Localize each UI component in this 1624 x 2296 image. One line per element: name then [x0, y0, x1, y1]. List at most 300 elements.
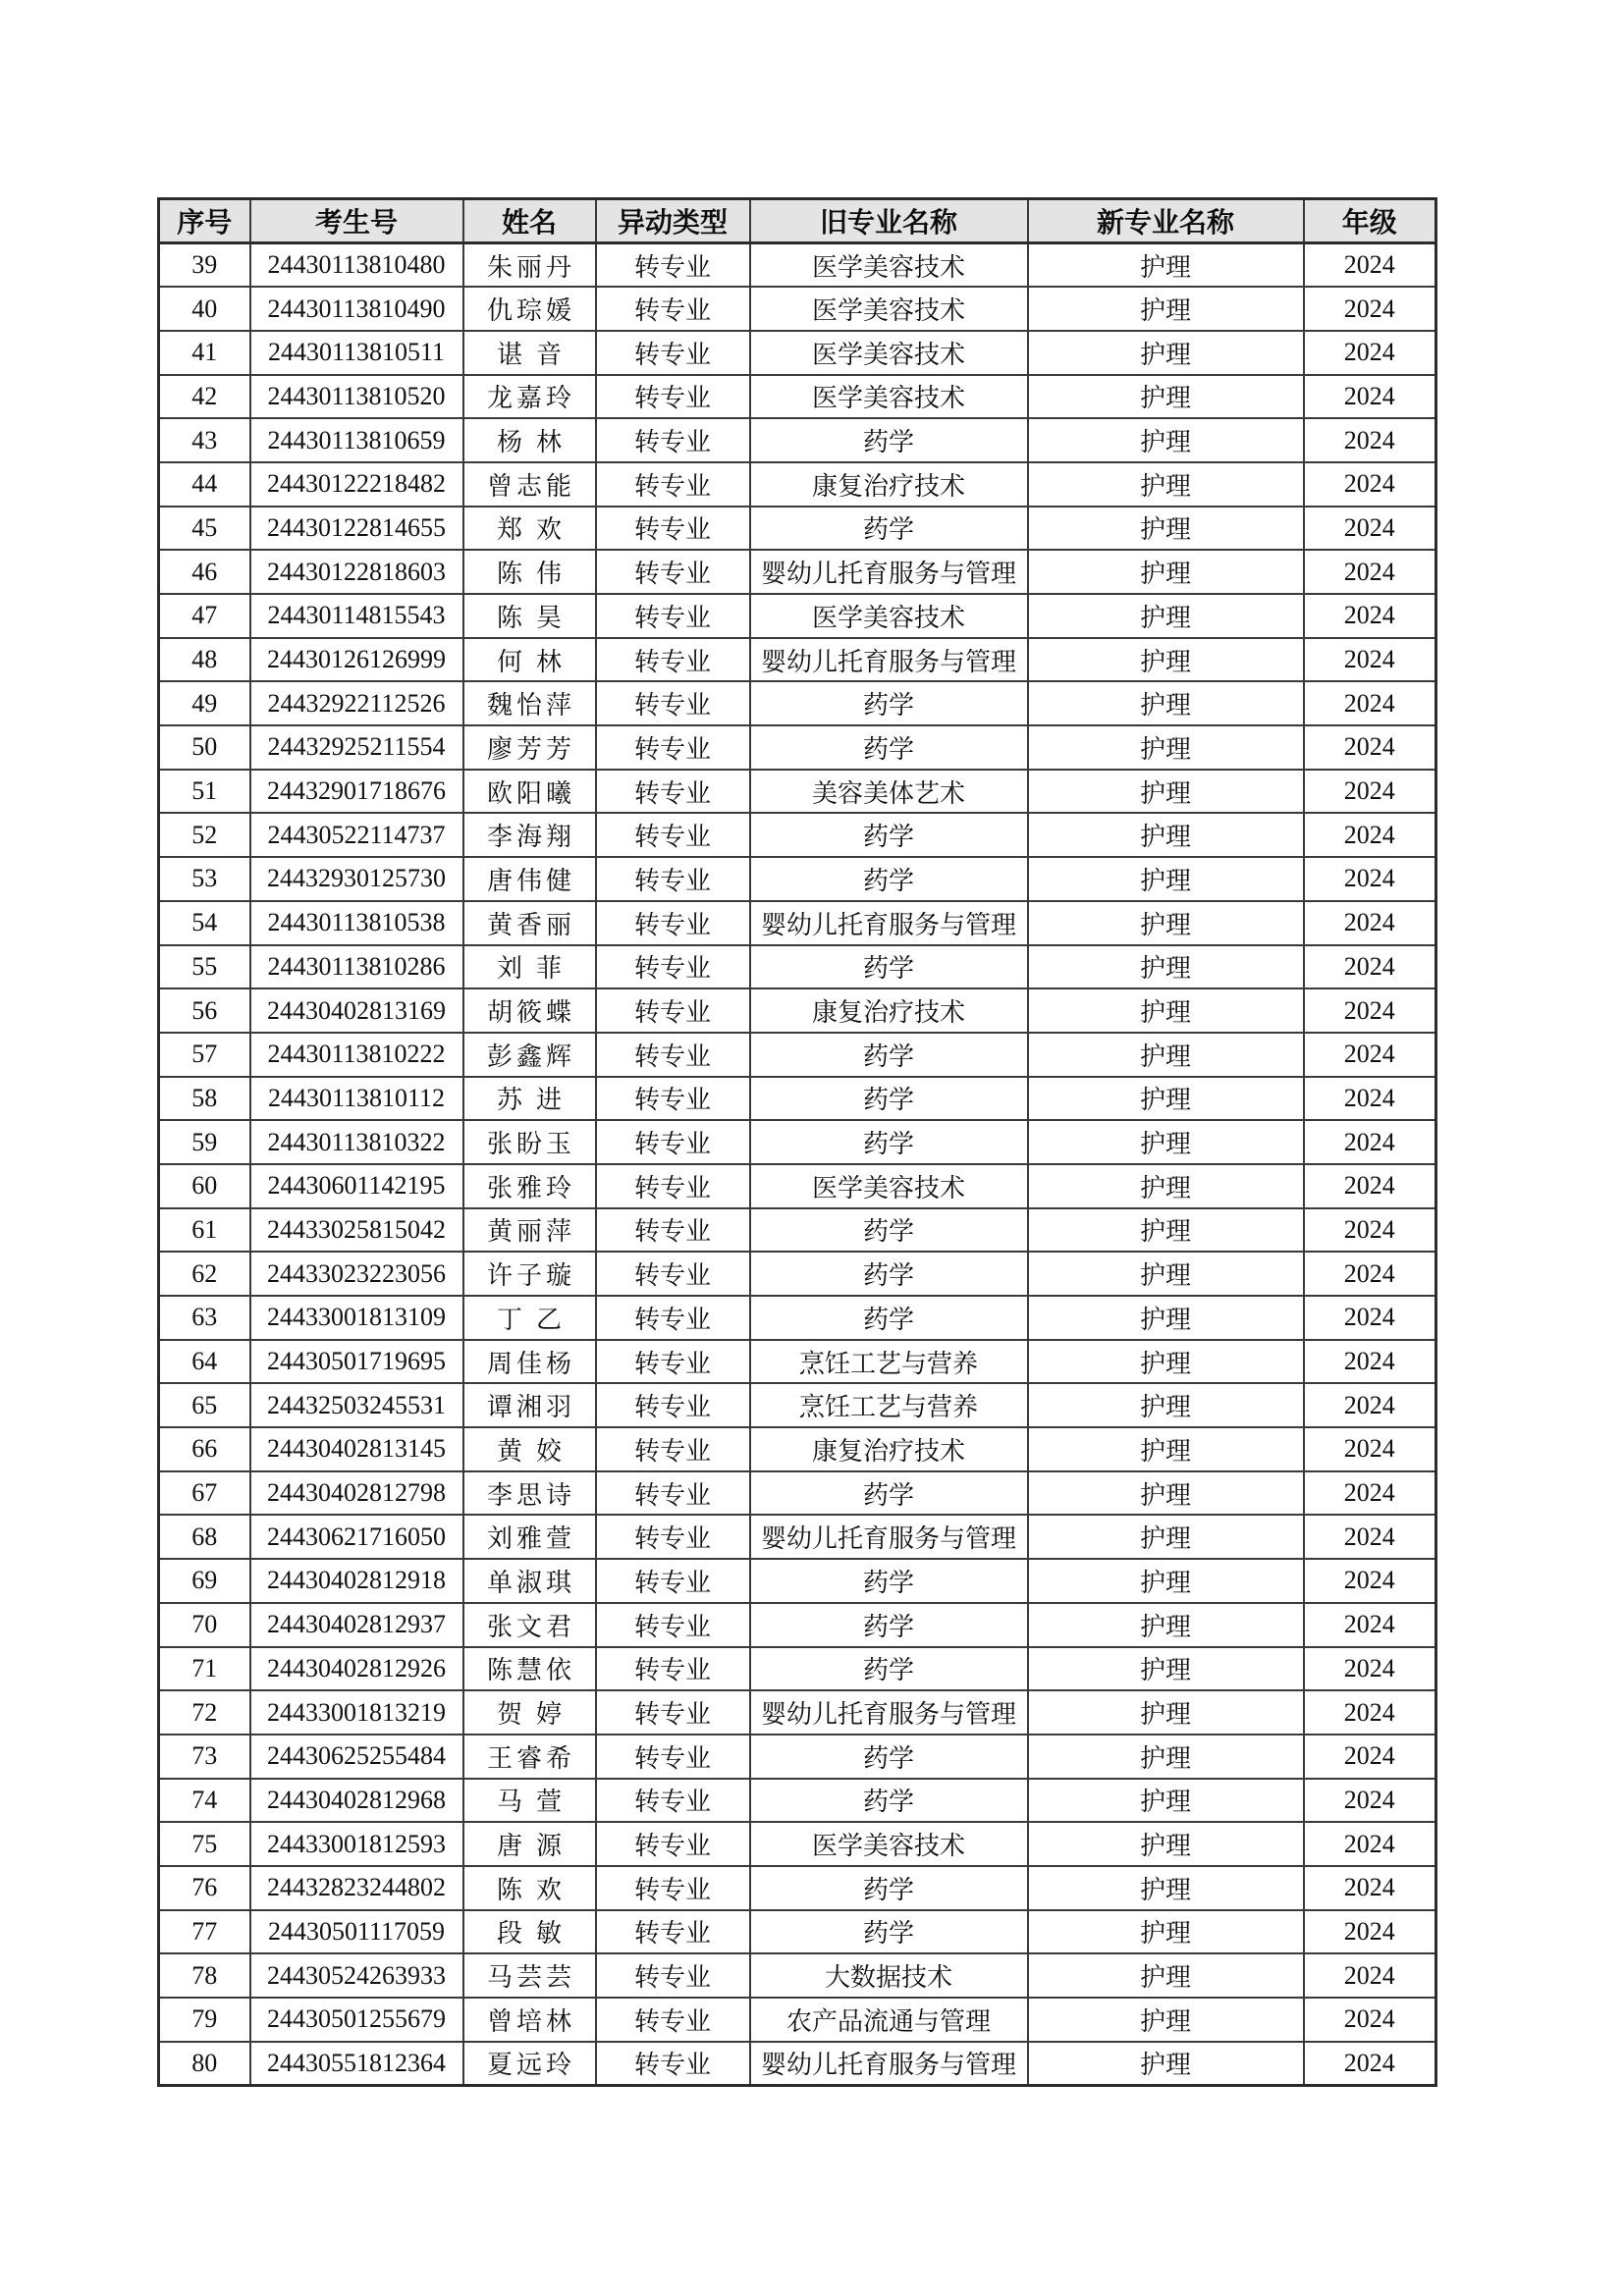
cell-new_major: 护理: [1028, 1252, 1304, 1296]
cell-old_major: 药学: [750, 1735, 1028, 1779]
cell-change_type: 转专业: [596, 550, 750, 594]
cell-change_type: 转专业: [596, 638, 750, 682]
cell-new_major: 护理: [1028, 1779, 1304, 1823]
cell-new_major: 护理: [1028, 1033, 1304, 1077]
cell-name: 黄香丽: [463, 901, 596, 945]
cell-no: 55: [159, 945, 250, 989]
cell-change_type: 转专业: [596, 1120, 750, 1164]
cell-old_major: 医学美容技术: [750, 331, 1028, 375]
cell-old_major: 婴幼儿托育服务与管理: [750, 2042, 1028, 2086]
table-row: [159, 243, 1436, 288]
cell-no: 78: [159, 1953, 250, 1998]
cell-no: 40: [159, 287, 250, 331]
cell-old_major: 药学: [750, 1120, 1028, 1164]
table-row: [159, 1164, 1436, 1208]
cell-grade: 2024: [1304, 331, 1436, 375]
cell-change_type: 转专业: [596, 375, 750, 419]
cell-no: 75: [159, 1822, 250, 1866]
cell-change_type: 转专业: [596, 1690, 750, 1735]
cell-no: 66: [159, 1427, 250, 1471]
cell-candidate_id: 24430113810286: [250, 945, 463, 989]
cell-no: 51: [159, 770, 250, 814]
cell-old_major: 康复治疗技术: [750, 462, 1028, 507]
cell-old_major: 药学: [750, 418, 1028, 462]
cell-name: 许子璇: [463, 1252, 596, 1296]
cell-grade: 2024: [1304, 1690, 1436, 1735]
cell-grade: 2024: [1304, 1427, 1436, 1471]
cell-old_major: 医学美容技术: [750, 594, 1028, 638]
cell-new_major: 护理: [1028, 945, 1304, 989]
cell-name: 李海翔: [463, 813, 596, 857]
cell-no: 41: [159, 331, 250, 375]
cell-new_major: 护理: [1028, 2042, 1304, 2086]
cell-no: 69: [159, 1559, 250, 1603]
cell-new_major: 护理: [1028, 1383, 1304, 1427]
cell-no: 76: [159, 1866, 250, 1910]
cell-candidate_id: 24430113810490: [250, 287, 463, 331]
cell-old_major: 药学: [750, 1559, 1028, 1603]
cell-name: 欧阳曦: [463, 770, 596, 814]
cell-old_major: 药学: [750, 1208, 1028, 1253]
cell-old_major: 药学: [750, 1603, 1028, 1647]
cell-old_major: 药学: [750, 1077, 1028, 1121]
table-row: [159, 418, 1436, 462]
cell-grade: 2024: [1304, 857, 1436, 901]
cell-grade: 2024: [1304, 1822, 1436, 1866]
cell-change_type: 转专业: [596, 681, 750, 725]
cell-change_type: 转专业: [596, 1822, 750, 1866]
cell-no: 79: [159, 1998, 250, 2042]
cell-candidate_id: 24433001812593: [250, 1822, 463, 1866]
cell-new_major: 护理: [1028, 243, 1304, 288]
table-header: [159, 199, 1436, 243]
cell-new_major: 护理: [1028, 725, 1304, 770]
cell-new_major: 护理: [1028, 594, 1304, 638]
cell-old_major: 婴幼儿托育服务与管理: [750, 638, 1028, 682]
cell-no: 80: [159, 2042, 250, 2086]
cell-no: 57: [159, 1033, 250, 1077]
cell-no: 60: [159, 1164, 250, 1208]
table-row: [159, 1866, 1436, 1910]
cell-no: 71: [159, 1647, 250, 1691]
cell-grade: 2024: [1304, 1471, 1436, 1516]
cell-grade: 2024: [1304, 1033, 1436, 1077]
cell-old_major: 烹饪工艺与营养: [750, 1383, 1028, 1427]
cell-no: 49: [159, 681, 250, 725]
cell-new_major: 护理: [1028, 1427, 1304, 1471]
cell-new_major: 护理: [1028, 287, 1304, 331]
cell-candidate_id: 24430402813169: [250, 988, 463, 1033]
table-row: [159, 1120, 1436, 1164]
cell-no: 70: [159, 1603, 250, 1647]
cell-old_major: 大数据技术: [750, 1953, 1028, 1998]
cell-no: 50: [159, 725, 250, 770]
cell-change_type: 转专业: [596, 1208, 750, 1253]
cell-change_type: 转专业: [596, 1735, 750, 1779]
cell-grade: 2024: [1304, 550, 1436, 594]
cell-grade: 2024: [1304, 1735, 1436, 1779]
table-row: [159, 1515, 1436, 1559]
cell-grade: 2024: [1304, 1647, 1436, 1691]
cell-name: 刘菲: [463, 945, 596, 989]
cell-no: 72: [159, 1690, 250, 1735]
cell-no: 67: [159, 1471, 250, 1516]
cell-grade: 2024: [1304, 945, 1436, 989]
cell-new_major: 护理: [1028, 1690, 1304, 1735]
cell-grade: 2024: [1304, 988, 1436, 1033]
cell-old_major: 农产品流通与管理: [750, 1998, 1028, 2042]
cell-name: 魏怡萍: [463, 681, 596, 725]
cell-no: 48: [159, 638, 250, 682]
cell-grade: 2024: [1304, 1120, 1436, 1164]
cell-old_major: 医学美容技术: [750, 1164, 1028, 1208]
header-cell-new_major: 新专业名称: [1028, 199, 1304, 243]
cell-candidate_id: 24433001813109: [250, 1296, 463, 1340]
cell-grade: 2024: [1304, 1164, 1436, 1208]
table-row: [159, 594, 1436, 638]
cell-new_major: 护理: [1028, 1866, 1304, 1910]
cell-name: 夏远玲: [463, 2042, 596, 2086]
cell-grade: 2024: [1304, 1296, 1436, 1340]
table-row: [159, 287, 1436, 331]
cell-name: 黄丽萍: [463, 1208, 596, 1253]
cell-grade: 2024: [1304, 2042, 1436, 2086]
cell-change_type: 转专业: [596, 2042, 750, 2086]
header-row: [159, 199, 1436, 243]
cell-old_major: 婴幼儿托育服务与管理: [750, 901, 1028, 945]
cell-name: 谭湘羽: [463, 1383, 596, 1427]
cell-candidate_id: 24430621716050: [250, 1515, 463, 1559]
table-row: [159, 813, 1436, 857]
cell-grade: 2024: [1304, 375, 1436, 419]
student-major-change-table: [157, 197, 1437, 2087]
cell-change_type: 转专业: [596, 1296, 750, 1340]
cell-name: 贺婷: [463, 1690, 596, 1735]
cell-candidate_id: 24430122218482: [250, 462, 463, 507]
cell-change_type: 转专业: [596, 945, 750, 989]
cell-no: 77: [159, 1910, 250, 1954]
cell-grade: 2024: [1304, 1077, 1436, 1121]
cell-old_major: 婴幼儿托育服务与管理: [750, 1515, 1028, 1559]
table-row: [159, 1077, 1436, 1121]
table-row: [159, 1208, 1436, 1253]
cell-old_major: 药学: [750, 813, 1028, 857]
cell-old_major: 药学: [750, 857, 1028, 901]
cell-new_major: 护理: [1028, 1953, 1304, 1998]
cell-new_major: 护理: [1028, 638, 1304, 682]
cell-name: 唐伟健: [463, 857, 596, 901]
cell-grade: 2024: [1304, 1998, 1436, 2042]
cell-grade: 2024: [1304, 1866, 1436, 1910]
cell-new_major: 护理: [1028, 1603, 1304, 1647]
cell-change_type: 转专业: [596, 857, 750, 901]
table-row: [159, 857, 1436, 901]
cell-grade: 2024: [1304, 1953, 1436, 1998]
cell-name: 朱丽丹: [463, 243, 596, 288]
cell-new_major: 护理: [1028, 681, 1304, 725]
cell-candidate_id: 24430501255679: [250, 1998, 463, 2042]
cell-change_type: 转专业: [596, 901, 750, 945]
table-row: [159, 770, 1436, 814]
cell-candidate_id: 24432901718676: [250, 770, 463, 814]
cell-new_major: 护理: [1028, 1120, 1304, 1164]
cell-old_major: 婴幼儿托育服务与管理: [750, 550, 1028, 594]
cell-name: 谌音: [463, 331, 596, 375]
cell-candidate_id: 24433025815042: [250, 1208, 463, 1253]
cell-name: 丁乙: [463, 1296, 596, 1340]
table-row: [159, 507, 1436, 551]
table-row: [159, 1296, 1436, 1340]
header-cell-name: 姓名: [463, 199, 596, 243]
cell-name: 马萱: [463, 1779, 596, 1823]
cell-new_major: 护理: [1028, 375, 1304, 419]
cell-new_major: 护理: [1028, 1559, 1304, 1603]
cell-name: 龙嘉玲: [463, 375, 596, 419]
cell-candidate_id: 24430601142195: [250, 1164, 463, 1208]
cell-change_type: 转专业: [596, 1647, 750, 1691]
cell-grade: 2024: [1304, 681, 1436, 725]
table-row: [159, 1427, 1436, 1471]
cell-new_major: 护理: [1028, 1077, 1304, 1121]
cell-grade: 2024: [1304, 1559, 1436, 1603]
cell-new_major: 护理: [1028, 507, 1304, 551]
cell-new_major: 护理: [1028, 1340, 1304, 1384]
cell-change_type: 转专业: [596, 418, 750, 462]
cell-change_type: 转专业: [596, 507, 750, 551]
cell-no: 65: [159, 1383, 250, 1427]
cell-candidate_id: 24430113810520: [250, 375, 463, 419]
cell-new_major: 护理: [1028, 1647, 1304, 1691]
cell-old_major: 药学: [750, 507, 1028, 551]
cell-name: 胡筱蝶: [463, 988, 596, 1033]
cell-old_major: 药学: [750, 1779, 1028, 1823]
table-row: [159, 1559, 1436, 1603]
cell-no: 54: [159, 901, 250, 945]
cell-name: 陈慧依: [463, 1647, 596, 1691]
cell-name: 仇琮媛: [463, 287, 596, 331]
cell-grade: 2024: [1304, 594, 1436, 638]
cell-grade: 2024: [1304, 243, 1436, 288]
cell-name: 陈欢: [463, 1866, 596, 1910]
cell-candidate_id: 24430524263933: [250, 1953, 463, 1998]
cell-old_major: 药学: [750, 1471, 1028, 1516]
cell-candidate_id: 24430113810659: [250, 418, 463, 462]
cell-candidate_id: 24430402812937: [250, 1603, 463, 1647]
cell-new_major: 护理: [1028, 1735, 1304, 1779]
cell-old_major: 药学: [750, 725, 1028, 770]
cell-change_type: 转专业: [596, 1603, 750, 1647]
cell-new_major: 护理: [1028, 1822, 1304, 1866]
table-row: [159, 725, 1436, 770]
cell-candidate_id: 24430551812364: [250, 2042, 463, 2086]
cell-grade: 2024: [1304, 901, 1436, 945]
cell-grade: 2024: [1304, 1515, 1436, 1559]
cell-name: 陈昊: [463, 594, 596, 638]
cell-grade: 2024: [1304, 770, 1436, 814]
cell-candidate_id: 24430501719695: [250, 1340, 463, 1384]
cell-candidate_id: 24432925211554: [250, 725, 463, 770]
cell-grade: 2024: [1304, 1603, 1436, 1647]
cell-candidate_id: 24430126126999: [250, 638, 463, 682]
cell-grade: 2024: [1304, 507, 1436, 551]
cell-change_type: 转专业: [596, 1033, 750, 1077]
cell-candidate_id: 24430402813145: [250, 1427, 463, 1471]
cell-candidate_id: 24433023223056: [250, 1252, 463, 1296]
cell-candidate_id: 24430625255484: [250, 1735, 463, 1779]
cell-change_type: 转专业: [596, 1471, 750, 1516]
cell-no: 52: [159, 813, 250, 857]
cell-candidate_id: 24430113810538: [250, 901, 463, 945]
cell-name: 张盼玉: [463, 1120, 596, 1164]
cell-change_type: 转专业: [596, 1515, 750, 1559]
cell-candidate_id: 24430501117059: [250, 1910, 463, 1954]
cell-new_major: 护理: [1028, 813, 1304, 857]
cell-no: 61: [159, 1208, 250, 1253]
cell-change_type: 转专业: [596, 813, 750, 857]
header-cell-change_type: 异动类型: [596, 199, 750, 243]
cell-name: 黄姣: [463, 1427, 596, 1471]
cell-candidate_id: 24430113810480: [250, 243, 463, 288]
table-row: [159, 1779, 1436, 1823]
cell-candidate_id: 24430122814655: [250, 507, 463, 551]
table-row: [159, 1603, 1436, 1647]
cell-new_major: 护理: [1028, 462, 1304, 507]
table-row: [159, 901, 1436, 945]
cell-no: 46: [159, 550, 250, 594]
cell-candidate_id: 24432503245531: [250, 1383, 463, 1427]
cell-name: 张雅玲: [463, 1164, 596, 1208]
cell-grade: 2024: [1304, 725, 1436, 770]
cell-new_major: 护理: [1028, 418, 1304, 462]
cell-name: 马芸芸: [463, 1953, 596, 1998]
header-cell-no: 序号: [159, 199, 250, 243]
cell-old_major: 药学: [750, 1910, 1028, 1954]
cell-old_major: 康复治疗技术: [750, 1427, 1028, 1471]
cell-candidate_id: 24430113810511: [250, 331, 463, 375]
cell-old_major: 医学美容技术: [750, 375, 1028, 419]
table-row: [159, 2042, 1436, 2086]
cell-grade: 2024: [1304, 1208, 1436, 1253]
cell-name: 曾志能: [463, 462, 596, 507]
table-row: [159, 331, 1436, 375]
cell-new_major: 护理: [1028, 331, 1304, 375]
cell-change_type: 转专业: [596, 1252, 750, 1296]
table-row: [159, 550, 1436, 594]
cell-old_major: 医学美容技术: [750, 1822, 1028, 1866]
cell-no: 74: [159, 1779, 250, 1823]
table-row: [159, 1340, 1436, 1384]
header-cell-candidate_id: 考生号: [250, 199, 463, 243]
cell-change_type: 转专业: [596, 1866, 750, 1910]
cell-name: 唐源: [463, 1822, 596, 1866]
table-body: [159, 243, 1436, 2086]
cell-no: 47: [159, 594, 250, 638]
cell-no: 59: [159, 1120, 250, 1164]
cell-grade: 2024: [1304, 638, 1436, 682]
cell-grade: 2024: [1304, 1910, 1436, 1954]
cell-no: 68: [159, 1515, 250, 1559]
cell-new_major: 护理: [1028, 550, 1304, 594]
cell-name: 郑欢: [463, 507, 596, 551]
cell-candidate_id: 24430113810222: [250, 1033, 463, 1077]
cell-candidate_id: 24432922112526: [250, 681, 463, 725]
cell-name: 曾培林: [463, 1998, 596, 2042]
cell-no: 62: [159, 1252, 250, 1296]
cell-name: 苏进: [463, 1077, 596, 1121]
cell-grade: 2024: [1304, 813, 1436, 857]
cell-change_type: 转专业: [596, 1427, 750, 1471]
cell-no: 43: [159, 418, 250, 462]
cell-candidate_id: 24430122818603: [250, 550, 463, 594]
cell-new_major: 护理: [1028, 1208, 1304, 1253]
cell-candidate_id: 24430402812968: [250, 1779, 463, 1823]
cell-change_type: 转专业: [596, 1779, 750, 1823]
cell-name: 廖芳芳: [463, 725, 596, 770]
cell-name: 彭鑫辉: [463, 1033, 596, 1077]
cell-name: 刘雅萱: [463, 1515, 596, 1559]
cell-change_type: 转专业: [596, 1953, 750, 1998]
cell-no: 63: [159, 1296, 250, 1340]
cell-change_type: 转专业: [596, 1383, 750, 1427]
cell-old_major: 药学: [750, 1252, 1028, 1296]
cell-change_type: 转专业: [596, 770, 750, 814]
cell-candidate_id: 24430402812926: [250, 1647, 463, 1691]
header-cell-grade: 年级: [1304, 199, 1436, 243]
cell-change_type: 转专业: [596, 594, 750, 638]
cell-no: 39: [159, 243, 250, 288]
cell-candidate_id: 24430114815543: [250, 594, 463, 638]
table-row: [159, 1033, 1436, 1077]
cell-old_major: 医学美容技术: [750, 287, 1028, 331]
table-row: [159, 988, 1436, 1033]
cell-candidate_id: 24432930125730: [250, 857, 463, 901]
cell-no: 58: [159, 1077, 250, 1121]
table-row: [159, 1953, 1436, 1998]
cell-no: 64: [159, 1340, 250, 1384]
cell-old_major: 药学: [750, 1033, 1028, 1077]
cell-change_type: 转专业: [596, 1998, 750, 2042]
header-cell-old_major: 旧专业名称: [750, 199, 1028, 243]
cell-new_major: 护理: [1028, 1910, 1304, 1954]
table-row: [159, 1998, 1436, 2042]
cell-old_major: 美容美体艺术: [750, 770, 1028, 814]
cell-candidate_id: 24430113810112: [250, 1077, 463, 1121]
cell-new_major: 护理: [1028, 1296, 1304, 1340]
cell-name: 陈伟: [463, 550, 596, 594]
cell-new_major: 护理: [1028, 857, 1304, 901]
cell-no: 45: [159, 507, 250, 551]
cell-change_type: 转专业: [596, 1164, 750, 1208]
cell-no: 73: [159, 1735, 250, 1779]
cell-new_major: 护理: [1028, 1164, 1304, 1208]
cell-change_type: 转专业: [596, 243, 750, 288]
table-row: [159, 1252, 1436, 1296]
table-row: [159, 681, 1436, 725]
table-row: [159, 1471, 1436, 1516]
cell-name: 段敏: [463, 1910, 596, 1954]
cell-grade: 2024: [1304, 1340, 1436, 1384]
cell-change_type: 转专业: [596, 287, 750, 331]
table-row: [159, 945, 1436, 989]
cell-old_major: 药学: [750, 1866, 1028, 1910]
table-row: [159, 1822, 1436, 1866]
cell-old_major: 医学美容技术: [750, 243, 1028, 288]
cell-no: 56: [159, 988, 250, 1033]
cell-candidate_id: 24433001813219: [250, 1690, 463, 1735]
cell-new_major: 护理: [1028, 1998, 1304, 2042]
cell-grade: 2024: [1304, 1779, 1436, 1823]
cell-name: 周佳杨: [463, 1340, 596, 1384]
